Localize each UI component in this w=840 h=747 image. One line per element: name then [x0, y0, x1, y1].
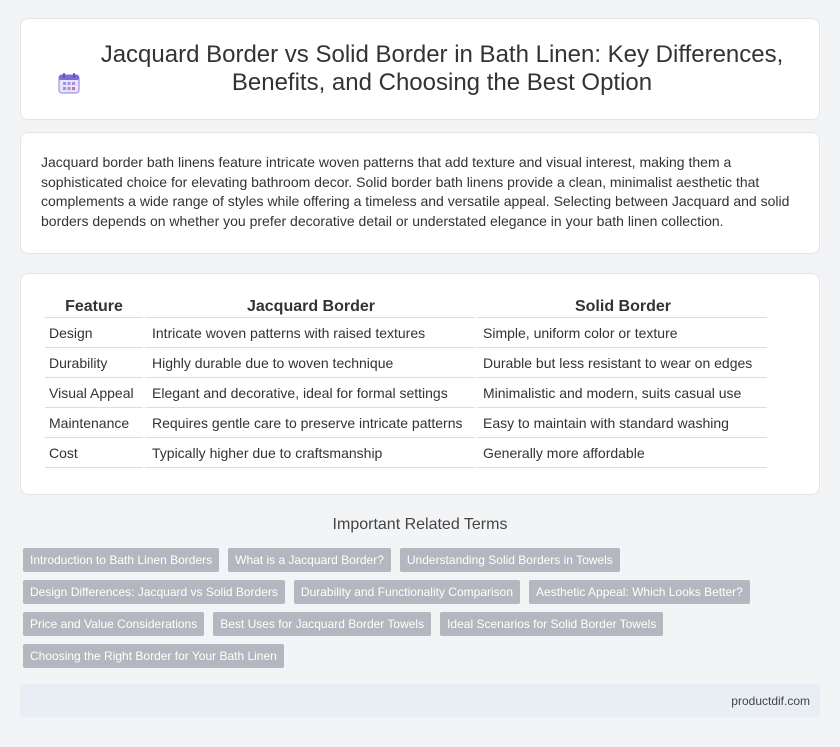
cell-feature: Design [45, 317, 143, 347]
header-solid: Solid Border [574, 298, 671, 315]
cell-feature: Visual Appeal [45, 377, 143, 407]
table-row [45, 377, 767, 407]
table-header-row [45, 296, 767, 317]
title-line-1: Jacquard Border vs Solid Border in Bath Linen: Key Differences, [100, 41, 784, 68]
cell-feature: Durability [45, 347, 143, 377]
cell-solid: Durable but less resistant to wear on edges [474, 347, 767, 377]
cell-jacquard: Highly durable due to woven technique [143, 347, 474, 377]
intro-paragraph: Jacquard border bath linens feature intricate woven patterns that add texture and visual interest, making them a sophisticated choice for elevating bathroom decor. Solid border bath linens provide a clean, minimalist aesthetic that complements a wide range of styles while offering a timeless and versatile appeal. Selecting between Jacquard and solid borders depends on whether you prefer decorative detail or understated elegance in your bath linen collection. [41, 154, 790, 229]
title-card [20, 18, 820, 120]
table-row [45, 317, 767, 347]
related-tag[interactable]: Durability and Functionality Comparison [294, 580, 520, 604]
cell-solid: Generally more affordable [474, 437, 767, 468]
cell-jacquard: Requires gentle care to preserve intricate patterns [143, 407, 474, 437]
cell-solid: Minimalistic and modern, suits casual use [474, 377, 767, 407]
related-tag[interactable]: Choosing the Right Border for Your Bath Linen [23, 644, 284, 668]
intro-card [20, 132, 820, 254]
related-tag[interactable]: Understanding Solid Borders in Towels [400, 548, 620, 572]
footer [20, 684, 820, 717]
related-tag[interactable]: Ideal Scenarios for Solid Border Towels [440, 612, 663, 636]
title-line-2: Benefits, and Choosing the Best Option [231, 69, 653, 96]
page-title [101, 41, 784, 97]
related-tag[interactable]: Aesthetic Appeal: Which Looks Better? [529, 580, 750, 604]
table-row [45, 347, 767, 377]
table-row [45, 407, 767, 437]
related-tag[interactable]: What is a Jacquard Border? [228, 548, 391, 572]
related-tag[interactable]: Introduction to Bath Linen Borders [23, 548, 219, 572]
cell-jacquard: Intricate woven patterns with raised textures [143, 317, 474, 347]
comparison-table [45, 296, 767, 468]
cell-jacquard: Elegant and decorative, ideal for formal settings [143, 377, 474, 407]
calendar-icon [57, 71, 81, 95]
related-tag[interactable]: Best Uses for Jacquard Border Towels [213, 612, 431, 636]
cell-jacquard: Typically higher due to craftsmanship [143, 437, 474, 468]
related-tag[interactable]: Price and Value Considerations [23, 612, 204, 636]
cell-feature: Cost [45, 437, 143, 468]
related-tags [23, 548, 803, 668]
related-terms-title: Important Related Terms [332, 516, 508, 533]
comparison-card [20, 273, 820, 495]
cell-solid: Simple, uniform color or texture [474, 317, 767, 347]
related-terms-section [0, 516, 840, 534]
header-jacquard: Jacquard Border [246, 298, 376, 315]
related-tag[interactable]: Design Differences: Jacquard vs Solid Borders [23, 580, 285, 604]
footer-site[interactable]: productdif.com [731, 693, 810, 708]
header-feature: Feature [65, 298, 123, 315]
cell-feature: Maintenance [45, 407, 143, 437]
cell-solid: Easy to maintain with standard washing [474, 407, 767, 437]
table-row [45, 437, 767, 468]
